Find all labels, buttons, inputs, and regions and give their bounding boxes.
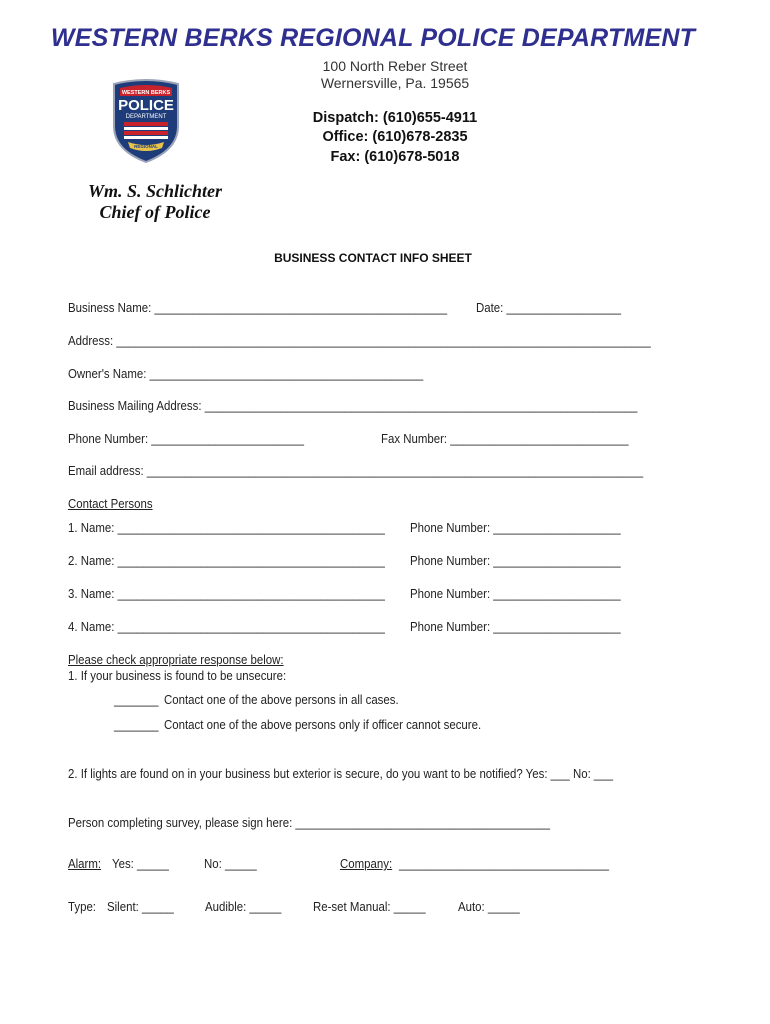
q1-option-2-label: Contact one of the above persons only if officer cannot secure.: [164, 717, 482, 732]
q1-option-2-checkbox[interactable]: _______: [114, 717, 159, 732]
svg-text:DEPARTMENT: DEPARTMENT: [125, 114, 167, 120]
mailing-address-field[interactable]: Business Mailing Address: ____________________________________________________________________: [68, 398, 638, 413]
signature-field[interactable]: Person completing survey, please sign here: ________________________________________: [68, 815, 550, 830]
contact-3-name-field[interactable]: 3. Name: __________________________________________: [68, 586, 385, 601]
alarm-label: Alarm:: [68, 856, 102, 871]
email-field[interactable]: Email address: ______________________________________________________________________________: [68, 463, 644, 478]
type-label: Type:: [68, 899, 96, 914]
type-reset-manual-field[interactable]: Re-set Manual: _____: [313, 899, 426, 914]
type-audible-field[interactable]: Audible: _____: [205, 899, 282, 914]
company-field[interactable]: [340, 856, 638, 871]
fax-number-field[interactable]: Fax Number: ____________________________: [381, 431, 629, 446]
chief-name: Wm. S. Schlichter: [87, 181, 223, 201]
dispatch-phone: Dispatch: (610)655-4911: [312, 110, 478, 126]
phone-number-field[interactable]: Phone Number: ________________________: [68, 431, 305, 446]
address-line-2: Wernersville, Pa. 19565: [320, 75, 470, 91]
contact-1-name-field[interactable]: 1. Name: __________________________________________: [68, 520, 385, 535]
contact-2-name-field[interactable]: 2. Name: __________________________________________: [68, 553, 385, 568]
contact-persons-heading: Contact Persons: [68, 496, 153, 511]
contact-2-phone-field[interactable]: Phone Number: ____________________: [410, 553, 621, 568]
address-line-1: 100 North Reber Street: [322, 58, 468, 74]
form-title: BUSINESS CONTACT INFO SHEET: [274, 251, 472, 265]
contact-4-phone-field[interactable]: Phone Number: ____________________: [410, 619, 621, 634]
q1-option-1-label: Contact one of the above persons in all cases.: [164, 692, 399, 707]
type-auto-field[interactable]: Auto: _____: [458, 899, 520, 914]
department-title: WESTERN BERKS REGIONAL POLICE DEPARTMENT: [50, 24, 696, 52]
question-1: 1. If your business is found to be unsecure:: [68, 668, 287, 683]
address-field[interactable]: Address: ____________________________________________________________________________________: [68, 333, 651, 348]
business-name-field[interactable]: Business Name: ______________________________________________: [68, 300, 448, 315]
company-blank[interactable]: _________________________________: [399, 856, 610, 871]
date-field[interactable]: Date: __________________: [476, 300, 622, 315]
svg-text:POLICE: POLICE: [118, 97, 174, 114]
office-phone: Office: (610)678-2835: [322, 129, 468, 145]
contact-4-name-field[interactable]: 4. Name: __________________________________________: [68, 619, 385, 634]
contact-1-phone-field[interactable]: Phone Number: ____________________: [410, 520, 621, 535]
company-label: Company:: [340, 856, 393, 871]
check-response-heading: Please check appropriate response below:: [68, 652, 284, 667]
contact-3-phone-field[interactable]: Phone Number: ____________________: [410, 586, 621, 601]
svg-text:REGIONAL: REGIONAL: [134, 144, 158, 149]
alarm-yes-field[interactable]: Yes: _____: [112, 856, 169, 871]
chief-title: Chief of Police: [99, 202, 211, 222]
alarm-no-field[interactable]: No: _____: [204, 856, 257, 871]
owner-name-field[interactable]: Owner's Name: ___________________________________________: [68, 366, 424, 381]
q1-option-1-checkbox[interactable]: _______: [114, 692, 159, 707]
fax-phone: Fax: (610)678-5018: [330, 149, 460, 165]
question-2[interactable]: 2. If lights are found on in your business but exterior is secure, do you want to be notified? Yes: ___ No: ___: [68, 766, 614, 781]
type-silent-field[interactable]: Silent: _____: [107, 899, 174, 914]
svg-text:WESTERN BERKS: WESTERN BERKS: [121, 90, 171, 96]
police-badge-logo: [108, 78, 184, 164]
